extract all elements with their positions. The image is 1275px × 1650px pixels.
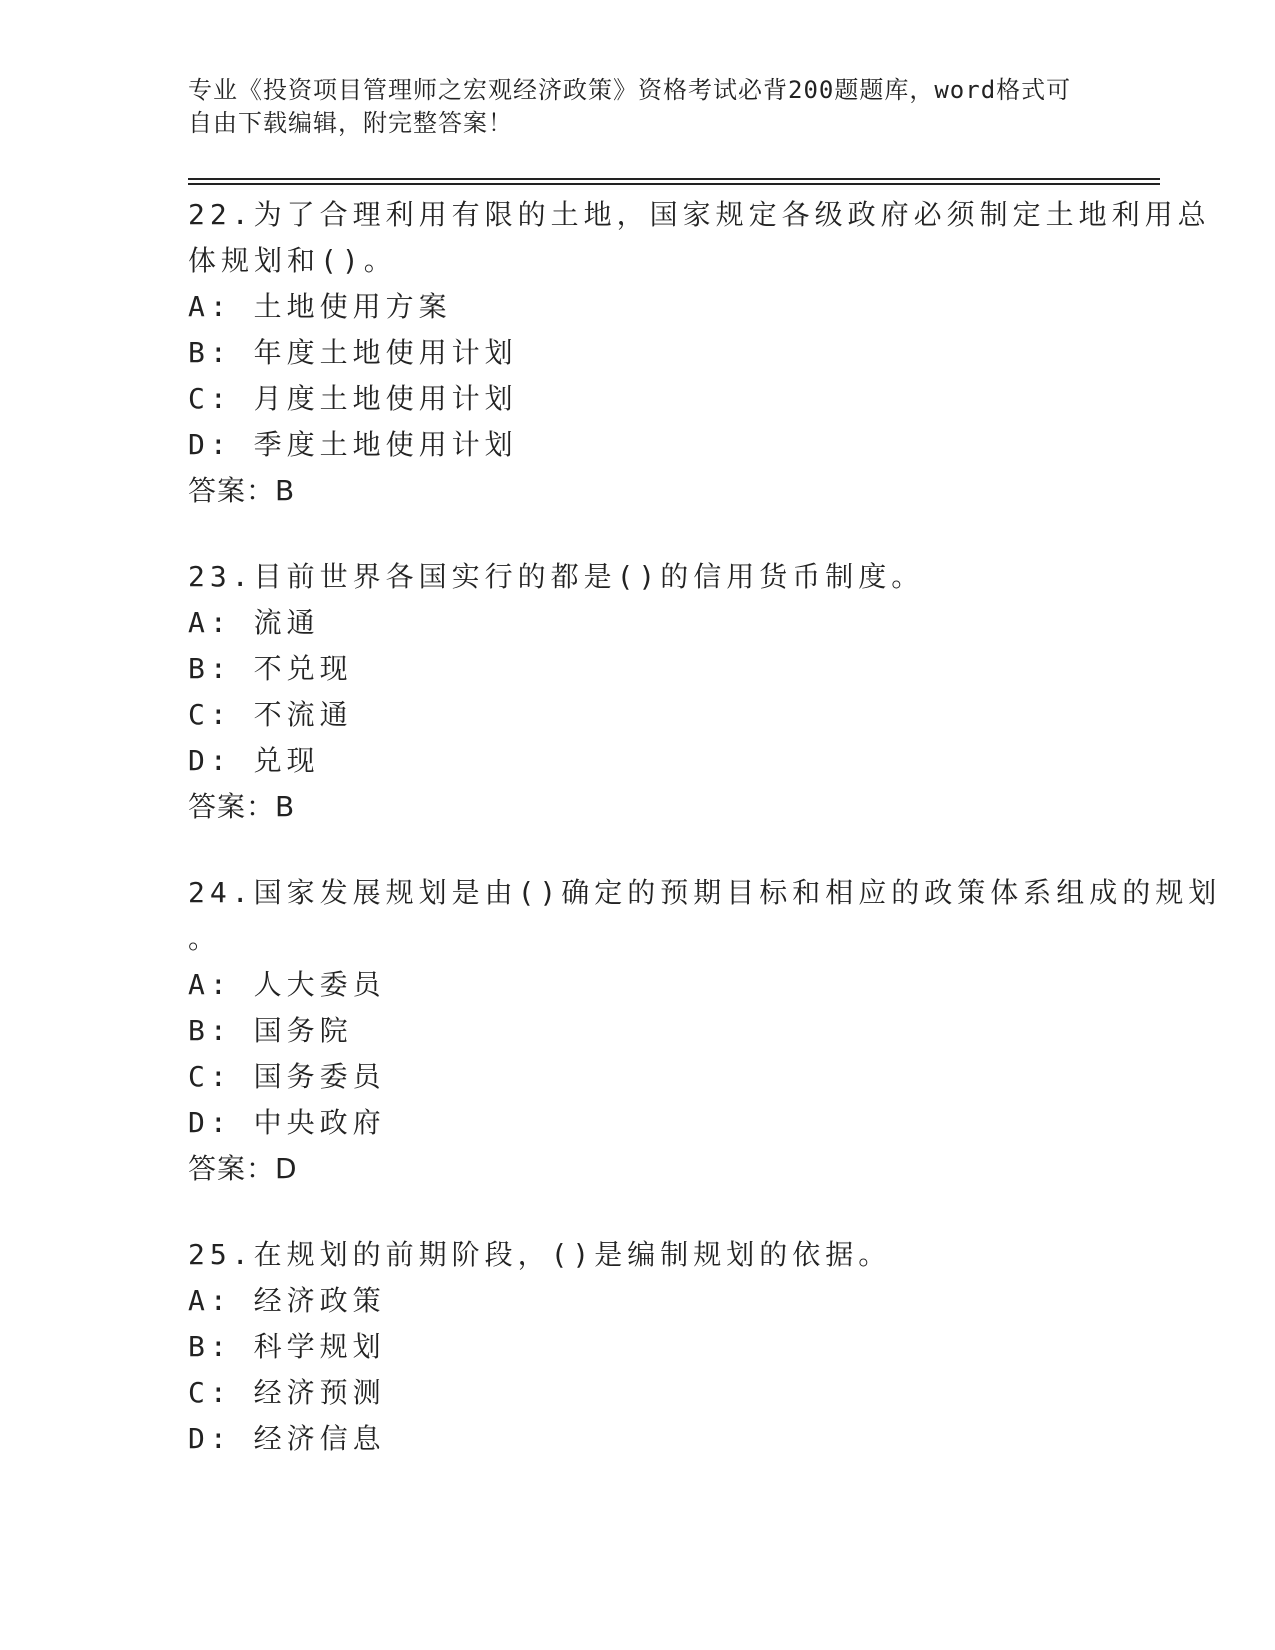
- option-d: D: 兑现: [188, 744, 320, 777]
- option-b: B: 不兑现: [188, 652, 353, 685]
- option-d: D: 经济信息: [188, 1422, 386, 1455]
- option-c: C: 经济预测: [188, 1376, 386, 1409]
- answer-label: 答案：B: [188, 474, 296, 507]
- question-23: [188, 554, 1088, 830]
- answer-label: 答案：B: [188, 790, 296, 823]
- option-b: B: 年度土地使用计划: [188, 336, 518, 369]
- question-24: [188, 870, 1222, 1192]
- option-b: B: 国务院: [188, 1014, 353, 1047]
- question-stem-line: 。: [188, 922, 222, 955]
- answer-label: 答案：D: [188, 1152, 298, 1185]
- question-stem: [188, 1232, 1088, 1278]
- option-a: A: 人大委员: [188, 968, 386, 1001]
- question-stem-line: 25.在规划的前期阶段，()是编制规划的依据。: [188, 1238, 892, 1271]
- question-stem-line: 22.为了合理利用有限的土地，国家规定各级政府必须制定土地利用总: [188, 198, 1211, 231]
- question-22: [188, 192, 1211, 514]
- option-d: D: 中央政府: [188, 1106, 386, 1139]
- option-a: A: 流通: [188, 606, 320, 639]
- question-list: [188, 192, 1222, 1502]
- header-divider-top: [188, 178, 1160, 180]
- header-line-1: 专业《投资项目管理师之宏观经济政策》资格考试必背200题题库，word格式可: [188, 76, 1072, 104]
- question-25: [188, 1232, 1088, 1462]
- option-a: A: 经济政策: [188, 1284, 386, 1317]
- question-stem: [188, 192, 1211, 284]
- question-stem: [188, 554, 1088, 600]
- question-stem: [188, 870, 1222, 962]
- header-line-2: 自由下载编辑，附完整答案！: [188, 109, 513, 137]
- option-c: C: 不流通: [188, 698, 353, 731]
- option-a: A: 土地使用方案: [188, 290, 452, 323]
- option-c: C: 国务委员: [188, 1060, 386, 1093]
- question-stem-line: 23.目前世界各国实行的都是()的信用货币制度。: [188, 560, 925, 593]
- option-d: D: 季度土地使用计划: [188, 428, 518, 461]
- question-stem-line: 体规划和()。: [188, 244, 397, 277]
- option-c: C: 月度土地使用计划: [188, 382, 518, 415]
- question-stem-line: 24.国家发展规划是由()确定的预期目标和相应的政策体系组成的规划: [188, 876, 1222, 909]
- option-b: B: 科学规划: [188, 1330, 386, 1363]
- header-divider-bottom: [188, 183, 1160, 185]
- document-header: [188, 74, 1088, 140]
